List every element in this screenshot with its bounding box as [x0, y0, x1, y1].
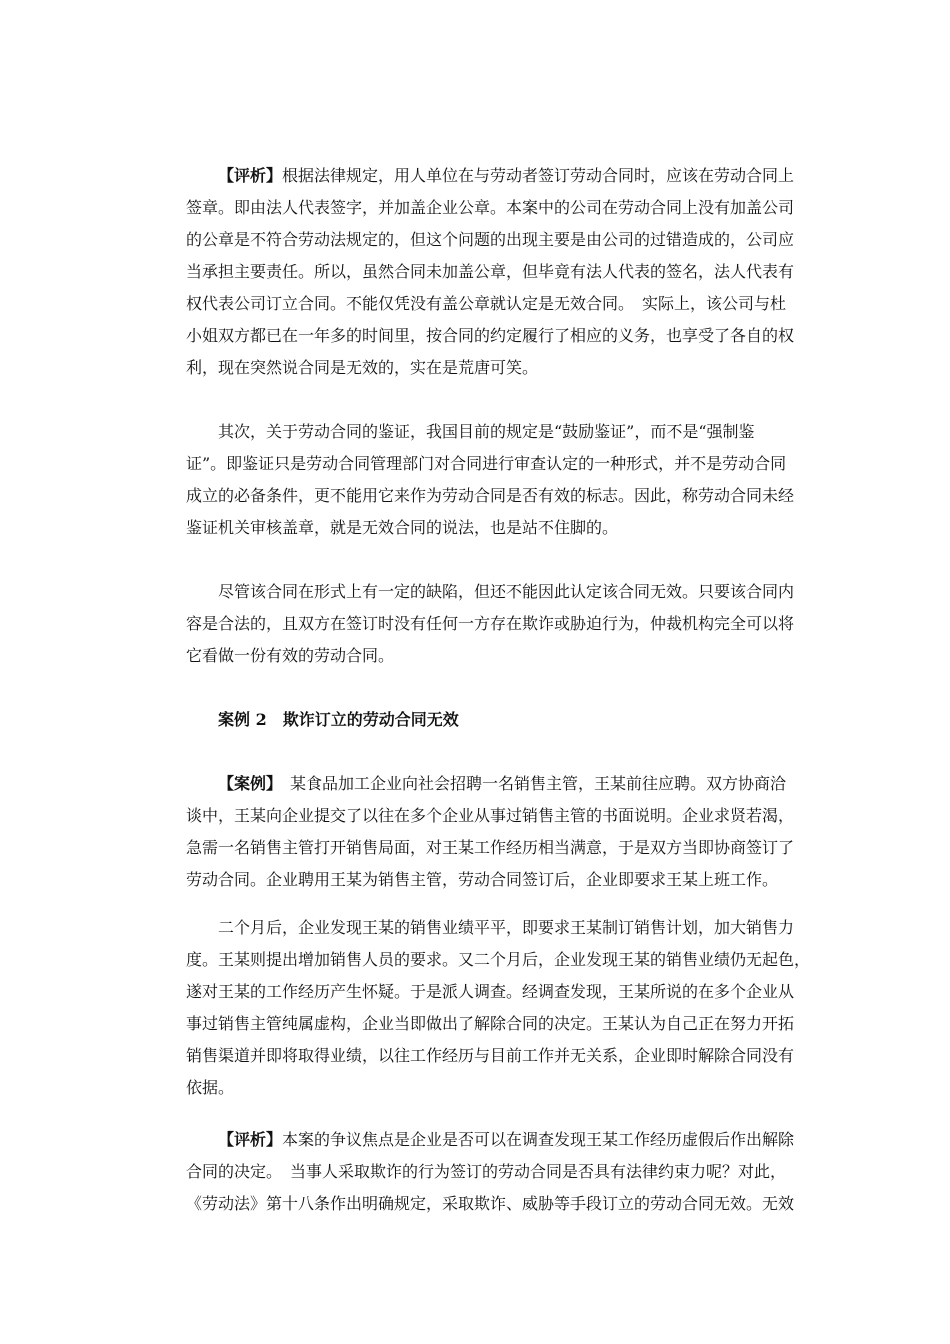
text-line: 事过销售主管纯属虚构，企业当即做出了解除合同的决定。王某认为自己正在努力开拓	[186, 1014, 795, 1033]
text-line: 成立的必备条件，更不能用它来作为劳动合同是否有效的标志。因此，称劳动合同未经	[186, 486, 795, 505]
text-line: 其次，关于劳动合同的鉴证，我国目前的规定是“鼓励鉴证”，而不是“强制鉴	[218, 422, 755, 441]
text-line: 当承担主要责任。所以，虽然合同未加盖公章，但毕竟有法人代表的签名，法人代表有	[186, 262, 795, 281]
text-line: 利，现在突然说合同是无效的，实在是荒唐可笑。	[186, 358, 539, 377]
text-line: 二个月后，企业发现王某的销售业绩平平，即要求王某制订销售计划，加大销售力	[218, 918, 795, 937]
text-line: 销售渠道并即将取得业绩，以往工作经历与目前工作并无关系，企业即时解除合同没有	[186, 1046, 795, 1065]
text-line: 《劳动法》第十八条作出明确规定，采取欺诈、威胁等手段订立的劳动合同无效。无效	[186, 1194, 795, 1213]
text-line: 依据。	[186, 1078, 235, 1097]
text-line: 鉴证机关审核盖章，就是无效合同的说法，也是站不住脚的。	[186, 518, 619, 537]
text-line: 合同的决定。 当事人采取欺诈的行为签订的劳动合同是否具有法律约束力呢？对此，	[186, 1162, 787, 1181]
text-line: 【案例】 某食品加工企业向社会招聘一名销售主管，王某前往应聘。双方协商洽	[218, 774, 787, 793]
section-label: 【评析】	[218, 166, 283, 185]
paragraph-conclusion	[186, 576, 834, 672]
section-label: 【案例】	[218, 774, 275, 793]
case-heading	[186, 704, 834, 736]
paragraph-analysis-2	[186, 1124, 834, 1220]
case-title: 案例 2 欺诈订立的劳动合同无效	[218, 710, 459, 729]
text-line: 谈中，王某向企业提交了以往在多个企业从事过销售主管的书面说明。企业求贤若渴，	[186, 806, 795, 825]
text-line: 度。王某则提出增加销售人员的要求。又二个月后，企业发现王某的销售业绩仍无起色，	[186, 950, 811, 969]
paragraph-case-description	[186, 768, 834, 896]
section-label: 【评析】	[218, 1130, 283, 1149]
text-line: 急需一名销售主管打开销售局面，对王某工作经历相当满意，于是双方当即协商签订了	[186, 838, 795, 857]
paragraph-certification	[186, 416, 834, 544]
text-line: 它看做一份有效的劳动合同。	[186, 646, 395, 665]
paragraph-case-followup	[186, 912, 834, 1104]
text-line: 尽管该合同在形式上有一定的缺陷，但还不能因此认定该合同无效。只要该合同内	[218, 582, 795, 601]
text-line: 容是合法的，且双方在签订时没有任何一方存在欺诈或胁迫行为，仲裁机构完全可以将	[186, 614, 795, 633]
text-line: 遂对王某的工作经历产生怀疑。于是派人调查。经调查发现，王某所说的在多个企业从	[186, 982, 795, 1001]
text-line: 【评析】根据法律规定，用人单位在与劳动者签订劳动合同时，应该在劳动合同上	[218, 166, 795, 185]
text-line: 小姐双方都已在一年多的时间里，按合同的约定履行了相应的义务，也享受了各自的权	[186, 326, 795, 345]
paragraph-analysis-1	[186, 160, 834, 384]
text-line: 劳动合同。企业聘用王某为销售主管，劳动合同签订后，企业即要求王某上班工作。	[186, 870, 779, 889]
text-line: 权代表公司订立合同。不能仅凭没有盖公章就认定是无效合同。 实际上，该公司与杜	[186, 294, 787, 313]
text-line: 签章。即由法人代表签字，并加盖企业公章。本案中的公司在劳动合同上没有加盖公司	[186, 198, 795, 217]
text-line: 【评析】本案的争议焦点是企业是否可以在调查发现王某工作经历虚假后作出解除	[218, 1130, 795, 1149]
text-line: 的公章是不符合劳动法规定的，但这个问题的出现主要是由公司的过错造成的，公司应	[186, 230, 795, 249]
text-line: 证”。即鉴证只是劳动合同管理部门对合同进行审查认定的一种形式，并不是劳动合同	[186, 454, 787, 473]
